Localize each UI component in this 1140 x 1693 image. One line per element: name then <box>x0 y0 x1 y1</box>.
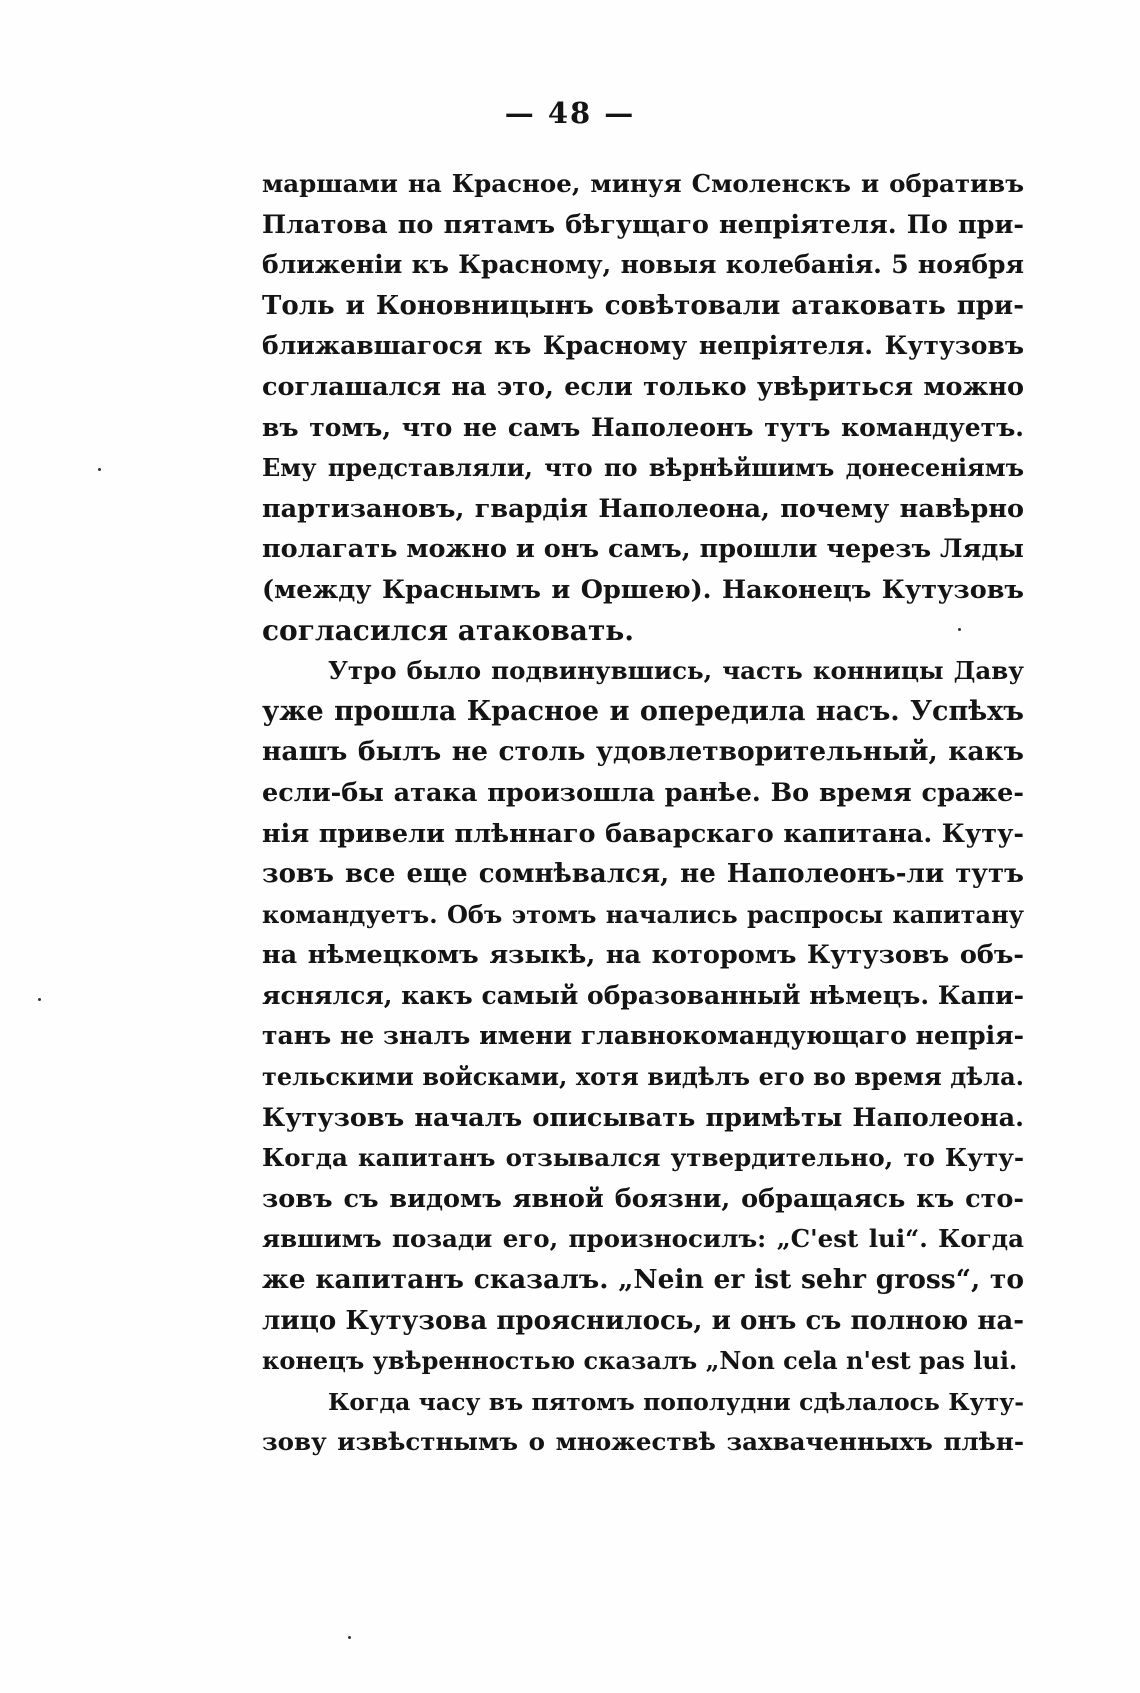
text-line: командуетъ. Объ этомъ начались распросы капитану <box>262 899 1024 929</box>
text-line: Платова по пятамъ бѣгущаго непріятеля. По при- <box>262 209 1024 240</box>
page-number: — 48 — <box>504 96 636 130</box>
text-line: полагать можно и онъ самъ, прошли черезъ Ляды <box>262 534 1024 565</box>
body-text <box>262 164 1024 1463</box>
text-line: Кутузовъ началъ описывать примѣты Наполеона. <box>262 1102 1024 1133</box>
text-line: же капитанъ сказалъ. „Nein er ist sehr gross“, то <box>262 1264 1024 1296</box>
paragraph <box>262 651 1024 1382</box>
paragraph <box>262 164 1024 651</box>
text-line: ближавшагося къ Красному непріятеля. Кутузовъ <box>262 331 1024 361</box>
text-line: конецъ увѣренностью сказалъ „Non cela n'est pas lui. <box>262 1346 1018 1376</box>
text-line: маршами на Красное, минуя Смоленскъ и обративъ <box>262 169 1024 198</box>
text-line: нашъ былъ не столь удовлетворительный, какъ <box>262 736 1024 768</box>
scan-speck <box>348 1636 351 1639</box>
text-line: соглашался на это, если только увѣриться можно <box>262 371 1024 402</box>
text-line: ближеніи къ Красному, новыя колебанія. 5 ноября <box>262 250 1024 280</box>
scan-speck <box>98 468 101 471</box>
text-line: партизановъ, гвардія Наполеона, почему навѣрно <box>262 493 1024 524</box>
text-line: уже прошла Красное и опередила насъ. Успѣхъ <box>262 695 1024 727</box>
text-line: Толь и Коновницынъ совѣтовали атаковать при- <box>262 290 1024 321</box>
scan-speck <box>958 628 961 631</box>
text-line: Когда капитанъ отзывался утвердительно, то Куту- <box>262 1143 1024 1173</box>
text-line: если-бы атака произошла ранѣе. Во время сраже- <box>262 777 1024 808</box>
text-line: (между Краснымъ и Оршею). Наконецъ Кутузовъ <box>262 574 1024 605</box>
text-line: зовъ съ видомъ явной боязни, обращаясь къ сто- <box>262 1183 1024 1214</box>
text-line: явшимъ позади его, произносилъ: „C'est lui“. Когда <box>262 1224 1024 1254</box>
text-line: зову извѣстнымъ о множествѣ захваченныхъ плѣн- <box>262 1427 1024 1457</box>
text-line: согласился атаковать. <box>262 613 635 647</box>
text-line: яснялся, какъ самый образованный нѣмецъ. Капи- <box>262 980 1024 1010</box>
paragraph <box>262 1382 1024 1463</box>
text-line: Когда часу въ пятомъ пополудни сдѣлалось Куту- <box>328 1387 1024 1416</box>
text-line: лицо Кутузова прояснилось, и онъ съ полною на- <box>262 1305 1024 1336</box>
text-line: Утро было подвинувшись, часть конницы Даву <box>328 656 1024 686</box>
text-line: зовъ все еще сомнѣвался, не Наполеонъ-ли тутъ <box>262 859 1024 890</box>
text-line: въ томъ, что не самъ Наполеонъ тутъ командуетъ. <box>262 412 1024 442</box>
scan-speck <box>38 998 41 1001</box>
text-line: нія привели плѣннаго баварскаго капитана. Куту- <box>262 818 1024 849</box>
text-line: тельскими войсками, хотя видѣлъ его во время дѣла. <box>262 1062 1024 1092</box>
text-line: Ему представляли, что по вѣрнѣйшимъ донесеніямъ <box>262 453 1024 483</box>
text-line: танъ не зналъ имени главнокомандующаго непрія- <box>262 1021 1024 1051</box>
text-line: на нѣмецкомъ языкѣ, на которомъ Кутузовъ объ- <box>262 940 1024 971</box>
